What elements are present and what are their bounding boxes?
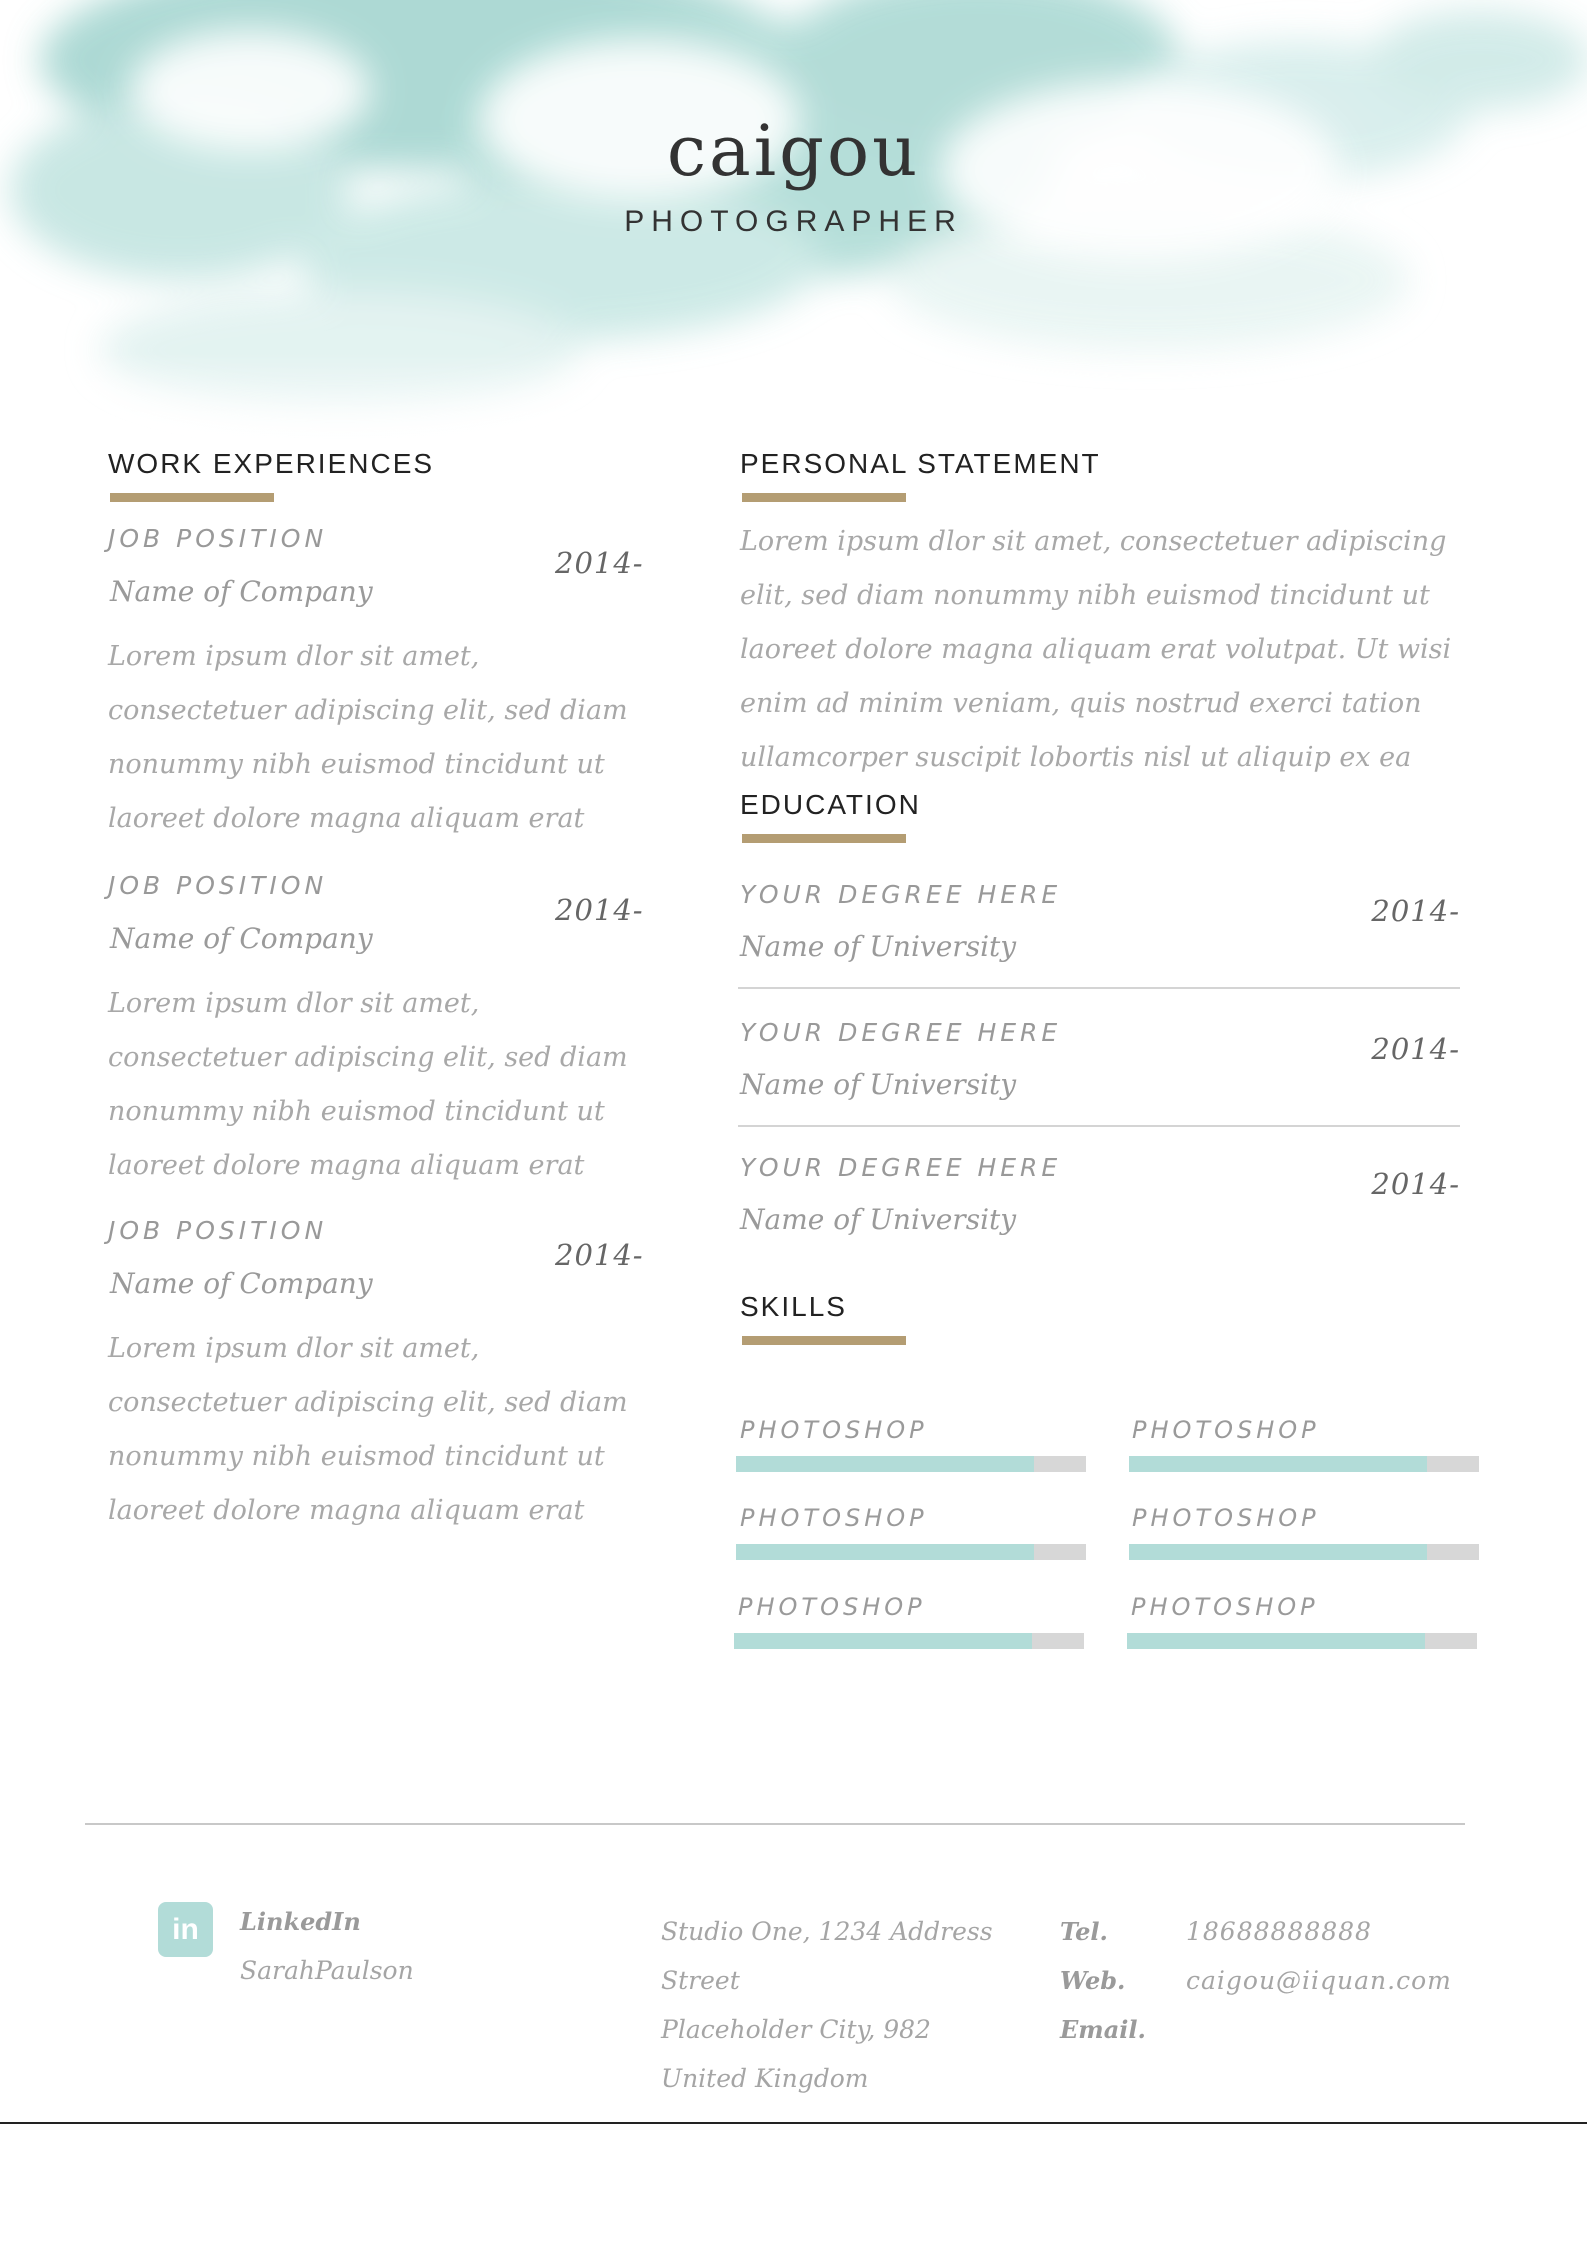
job-year: 2014-	[555, 546, 644, 580]
skill-bar-fill	[1127, 1633, 1425, 1649]
education-item	[740, 1153, 1460, 1253]
skill-label: PHOTOSHOP	[740, 1504, 928, 1532]
job-position: JOB POSITION	[108, 524, 328, 553]
skill-bar-fill	[736, 1544, 1034, 1560]
education-divider	[738, 987, 1460, 989]
education-year: 2014-	[1371, 1167, 1460, 1201]
linkedin-icon[interactable]: in	[158, 1902, 213, 1957]
statement-section-title: PERSONAL STATEMENT	[740, 448, 1101, 479]
education-year: 2014-	[1371, 1032, 1460, 1066]
job-position: JOB POSITION	[108, 871, 328, 900]
page-bottom-rule	[0, 2122, 1587, 2124]
education-item	[740, 880, 1460, 980]
phone-number[interactable]: 18688888888	[1186, 1917, 1372, 1946]
skill-label: PHOTOSHOP	[738, 1593, 926, 1621]
skill-bar	[734, 1633, 1084, 1649]
company-name: Name of Company	[110, 575, 373, 608]
statement-text: Lorem ipsum dlor sit amet, consectetuer adipiscing elit, sed diam nonummy nibh euismod tincidunt ut laoreet dolore magna aliquam erat volutpat. Ut wisi enim ad minim veniam, quis nostrud exerci tation ullamcorper suscipit lobortis nisl ut aliquip ex ea	[740, 526, 1452, 773]
university-name: Name of University	[740, 1068, 1017, 1101]
skill-bar-fill	[734, 1633, 1032, 1649]
skill-bar	[736, 1544, 1086, 1560]
contact-values	[1186, 1907, 1452, 2005]
skill-bar-fill	[736, 1456, 1034, 1472]
candidate-name: caigou	[666, 110, 921, 192]
university-name: Name of University	[740, 1203, 1017, 1236]
degree: YOUR DEGREE HERE	[740, 1018, 1062, 1047]
job-year: 2014-	[555, 1238, 644, 1272]
skills-section-title: SKILLS	[740, 1291, 847, 1322]
job-position: JOB POSITION	[108, 1216, 328, 1245]
footer-divider	[85, 1823, 1465, 1825]
skill-bar-fill	[1129, 1456, 1427, 1472]
skill-label: PHOTOSHOP	[1131, 1593, 1319, 1621]
skills-title-underline	[742, 1336, 906, 1345]
company-name: Name of Company	[110, 1267, 373, 1300]
education-divider	[738, 1125, 1460, 1127]
skill-label: PHOTOSHOP	[1132, 1416, 1320, 1444]
statement-title-underline	[742, 493, 906, 502]
skill-label: PHOTOSHOP	[1132, 1504, 1320, 1532]
education-item	[740, 1018, 1460, 1118]
contact-labels: Tel. Web. Email.	[1060, 1917, 1146, 2044]
work-section-title: WORK EXPERIENCES	[108, 448, 435, 479]
address-block: Studio One, 1234 Address Street Placeholder City, 982 United Kingdom	[661, 1917, 993, 2093]
email-address[interactable]: caigou@iiquan.com	[1186, 1966, 1452, 1995]
skill-bar	[736, 1456, 1086, 1472]
company-name: Name of Company	[110, 922, 373, 955]
skill-bar	[1127, 1633, 1477, 1649]
skill-label: PHOTOSHOP	[740, 1416, 928, 1444]
linkedin-username[interactable]: SarahPaulson	[240, 1956, 414, 1985]
degree: YOUR DEGREE HERE	[740, 1153, 1062, 1182]
education-year: 2014-	[1371, 894, 1460, 928]
work-title-underline	[110, 493, 274, 502]
education-section-title: EDUCATION	[740, 789, 921, 820]
skill-bar	[1129, 1456, 1479, 1472]
education-title-underline	[742, 834, 906, 843]
university-name: Name of University	[740, 930, 1017, 963]
candidate-title: PHOTOGRAPHER	[624, 205, 963, 238]
job-description: Lorem ipsum dlor sit amet, consectetuer adipiscing elit, sed diam nonummy nibh euismod tincidunt ut laoreet dolore magna aliquam erat	[108, 641, 628, 834]
skill-bar	[1129, 1544, 1479, 1560]
degree: YOUR DEGREE HERE	[740, 880, 1062, 909]
job-year: 2014-	[555, 893, 644, 927]
skill-bar-fill	[1129, 1544, 1427, 1560]
job-description: Lorem ipsum dlor sit amet, consectetuer adipiscing elit, sed diam nonummy nibh euismod tincidunt ut laoreet dolore magna aliquam erat	[108, 1333, 628, 1526]
job-description: Lorem ipsum dlor sit amet, consectetuer adipiscing elit, sed diam nonummy nibh euismod tincidunt ut laoreet dolore magna aliquam erat	[108, 988, 628, 1181]
linkedin-label: LinkedIn	[240, 1907, 361, 1936]
